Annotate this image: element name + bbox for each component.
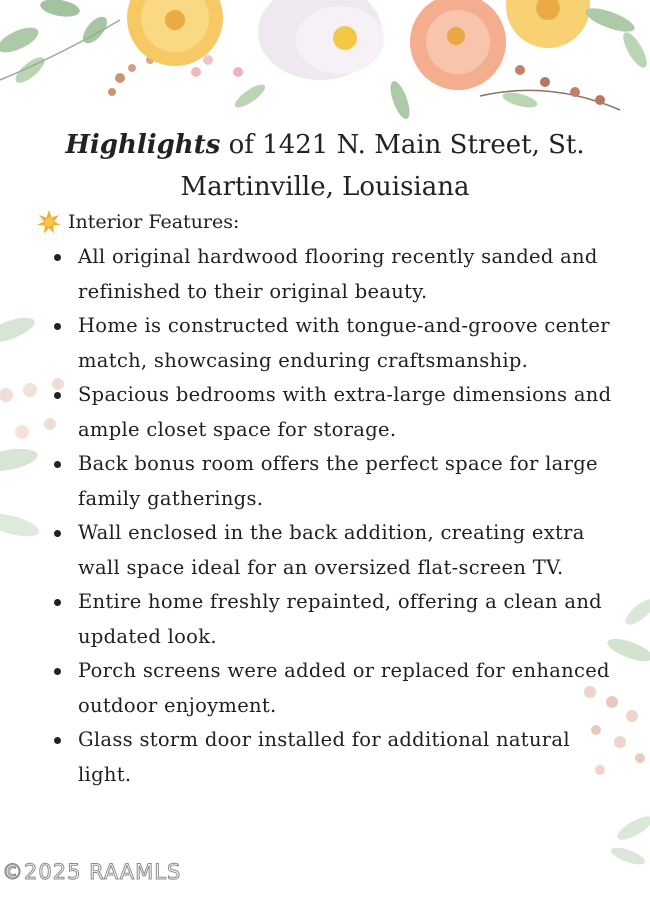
- top-floral-border: [0, 0, 650, 121]
- list-item-line: Home is constructed with tongue-and-groove center: [78, 314, 610, 337]
- list-item-line: Back bonus room offers the perfect space for large: [78, 452, 598, 475]
- list-item-line: All original hardwood flooring recently sanded and: [78, 245, 598, 268]
- list-item: [0, 585, 650, 654]
- list-item-line: Entire home freshly repainted, offering a clean and: [78, 590, 602, 613]
- list-item-line: Glass storm door installed for additional natural: [78, 728, 570, 751]
- list-item-line: Porch screens were added or replaced for enhanced: [78, 659, 610, 682]
- page-title: [0, 124, 650, 208]
- title-line-2: Martinville, Louisiana: [180, 172, 470, 202]
- list-item: [0, 723, 650, 792]
- list-item: [0, 516, 650, 585]
- list-item-line: refinished to their original beauty.: [78, 279, 428, 303]
- list-item-line: Wall enclosed in the back addition, creating extra: [78, 521, 585, 544]
- list-item-line: Spacious bedrooms with extra-large dimensions and: [78, 383, 612, 406]
- feature-list: [0, 240, 650, 792]
- section-heading: [36, 209, 239, 235]
- title-address: of 1421 N. Main Street, St.: [228, 130, 585, 160]
- title-line-1: [0, 124, 650, 166]
- section-heading-text: Interior Features:: [68, 211, 240, 233]
- list-item-line: match, showcasing enduring craftsmanship.: [78, 348, 529, 372]
- list-item-line: outdoor enjoyment.: [78, 693, 277, 717]
- title-emphasis: Highlights: [65, 130, 221, 160]
- copyright-watermark: ©2025 RAAMLS: [2, 860, 182, 884]
- list-item-line: wall space ideal for an oversized flat-screen TV.: [78, 555, 564, 579]
- sun-icon: [36, 209, 62, 235]
- list-item-line: family gatherings.: [78, 486, 264, 510]
- list-item: [0, 378, 650, 447]
- list-item-line: light.: [78, 762, 132, 786]
- list-item: [0, 240, 650, 309]
- list-item: [0, 447, 650, 516]
- list-item-line: ample closet space for storage.: [78, 417, 397, 441]
- list-item: [0, 654, 650, 723]
- list-item-line: updated look.: [78, 624, 217, 648]
- list-item: [0, 309, 650, 378]
